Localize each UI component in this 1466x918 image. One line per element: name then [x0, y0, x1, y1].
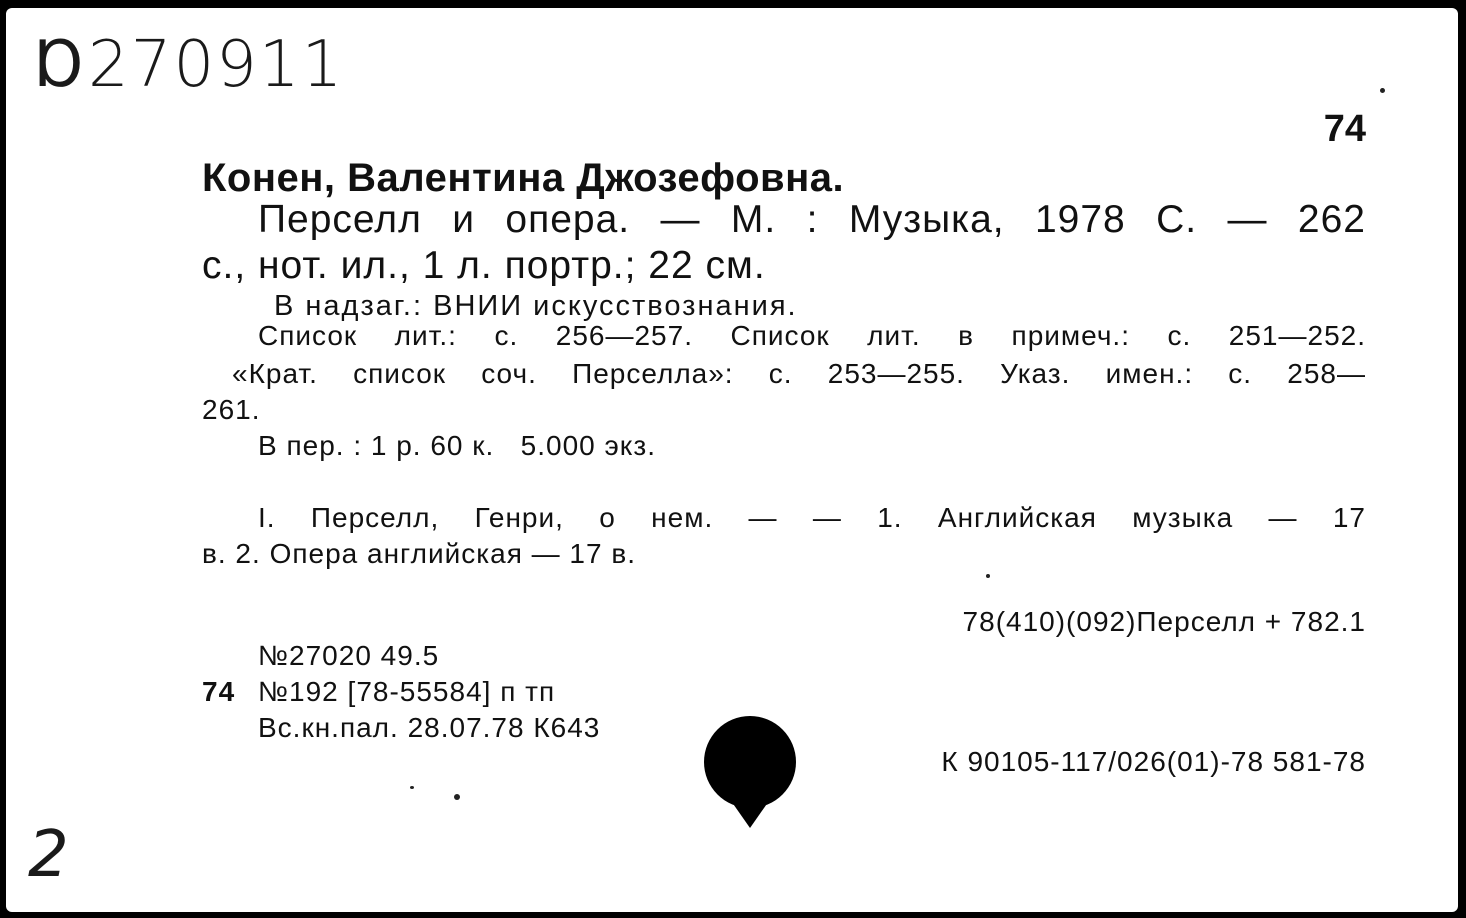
price-and-print-run: В пер. : 1 р. 60 к. 5.000 экз.	[258, 430, 656, 461]
handwritten-corner-mark: 2	[28, 818, 69, 892]
note-bibliography-line-3: 261.	[202, 394, 261, 425]
author-heading: Конен, Валентина Джозефовна.	[202, 156, 845, 200]
title-line-2: с., нот. ил., 1 л. портр.; 22 см.	[202, 244, 766, 287]
classification-code: 78(410)(092)Перселл + 782.1	[962, 606, 1366, 637]
title-line-1: Перселл и опера. — М. : Музыка, 1978 С. — 262	[258, 198, 1366, 241]
ink-speck	[410, 786, 414, 789]
punch-hole-tail	[722, 788, 778, 828]
note-bibliography-line-1: Список лит.: с. 256—257. Список лит. в примеч.: с. 251—252.	[258, 320, 1366, 351]
note-bibliography-line-2: «Крат. список соч. Перселла»: с. 253—255. Указ. имен.: с. 258—	[232, 358, 1366, 389]
subjects-line-1: I. Перселл, Генри, о нем. — — 1. Английская музыка — 17	[258, 502, 1366, 533]
reference-line-2-number: 74	[202, 676, 236, 707]
reference-line-2: №192 [78-55584] п тп	[258, 676, 556, 707]
subjects-line-2: в. 2. Опера английская — 17 в.	[202, 538, 636, 569]
note-overtitle: В надзаг.: ВНИИ искусствознания.	[274, 290, 798, 322]
ink-speck	[454, 794, 460, 800]
reference-line-3: Вс.кн.пал. 28.07.78 К643	[258, 712, 601, 743]
catalog-card	[6, 8, 1458, 912]
reference-line-1: №27020 49.5	[258, 640, 440, 671]
handwritten-inventory-number: Ɒ270911	[36, 28, 345, 102]
ink-speck	[986, 574, 990, 578]
publication-code: К 90105-117/026(01)-78 581-78	[941, 746, 1366, 777]
card-number: 74	[1323, 108, 1366, 150]
ink-speck	[1380, 88, 1385, 93]
